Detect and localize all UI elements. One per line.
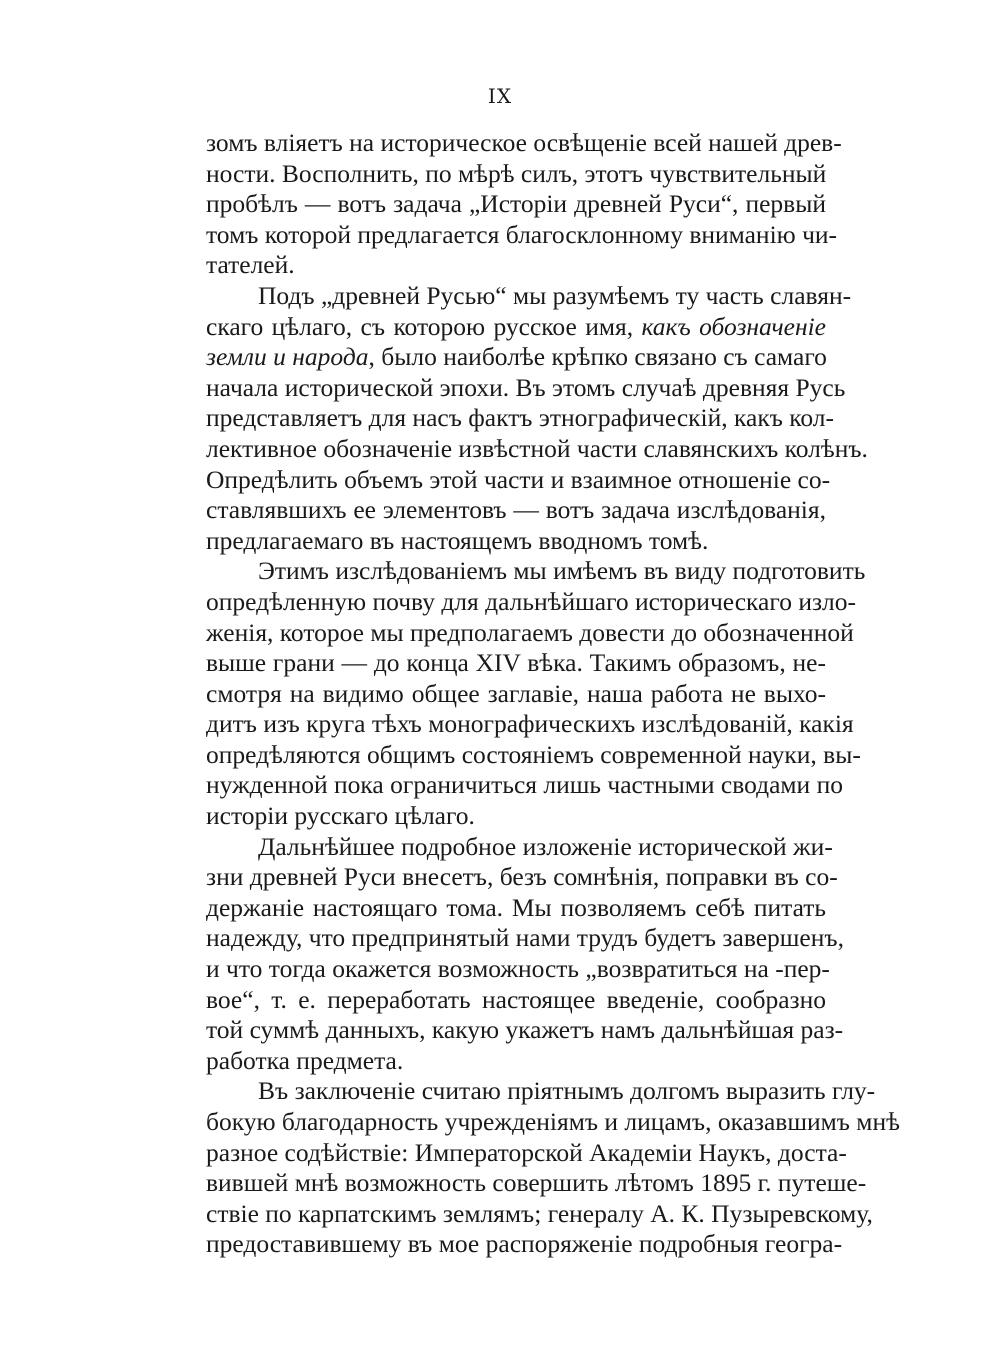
text-line: и что тогда окажется возможность „возвратиться на -пер- bbox=[206, 954, 830, 984]
text-line: надежду, что предпринятый нами трудъ будетъ завершенъ, bbox=[206, 923, 844, 953]
text-line-with-italic bbox=[206, 312, 826, 343]
italic-phrase: земли и народа bbox=[206, 342, 369, 372]
text-line: работка предмета. bbox=[206, 1045, 404, 1075]
text-line: опредѣленную почву для дальнѣйшаго историческаго изло- bbox=[206, 586, 857, 616]
text-segment: , было наиболѣе крѣпко связано съ самаго bbox=[368, 342, 827, 372]
text-line: предлагаемаго въ настоящемъ вводномъ томѣ. bbox=[206, 525, 709, 555]
text-line: женія, которое мы предполагаемъ довести до обозначенной bbox=[206, 617, 854, 647]
text-line: вое“, т. е. переработать настоящее введеніе, сообразно bbox=[206, 984, 826, 1014]
text-line: вившей мнѣ возможность совершить лѣтомъ 1895 г. путеше- bbox=[206, 1168, 867, 1198]
text-line: началa исторической эпохи. Въ этомъ случаѣ древняя Русь bbox=[206, 372, 846, 402]
text-line: тателей. bbox=[206, 250, 295, 280]
text-line: Подъ „древней Русью“ мы разумѣемъ ту часть славян- bbox=[258, 280, 852, 310]
text-line: ности. Восполнить, по мѣрѣ силъ, этотъ чувствительный bbox=[206, 158, 827, 188]
text-line: Въ заключеніе считаю пріятнымъ долгомъ выразить глу- bbox=[258, 1076, 876, 1106]
text-line: предоставившему въ мое распоряженіе подробныя геогра- bbox=[206, 1229, 843, 1259]
paragraph-5 bbox=[206, 1076, 900, 1260]
paragraph-1 bbox=[206, 128, 842, 281]
text-line: зомъ вліяетъ на историческое освѣщеніе всей нашей древ- bbox=[206, 128, 842, 157]
text-line: смотря на видимо общее заглавіе, наша работа не выхо- bbox=[206, 678, 826, 708]
text-line: держаніе настоящаго тома. Мы позволяемъ себѣ питать bbox=[206, 892, 826, 922]
body-text bbox=[206, 128, 900, 1260]
text-line: ствіе по карпатскимъ землямъ; генералу А. К. Пузыревскому, bbox=[206, 1198, 873, 1228]
text-line: зни древней Руси внесетъ, безъ сомнѣнія, поправки въ со- bbox=[206, 862, 838, 892]
paragraph-3 bbox=[206, 556, 866, 831]
text-line: томъ которой предлагается благосклонному вниманію чи- bbox=[206, 219, 838, 249]
text-line: Этимъ изслѣдованіемъ мы имѣемъ въ виду подготовить bbox=[258, 556, 866, 586]
text-line: той суммѣ данныхъ, какую укажетъ намъ дальнѣйшая раз- bbox=[206, 1015, 844, 1045]
text-line: Опредѣлить объемъ этой части и взаимное отношеніе со- bbox=[206, 464, 831, 494]
text-line: Дальнѣйшее подробное изложеніе исторической жи- bbox=[258, 831, 833, 861]
page-number: IX bbox=[487, 84, 513, 108]
text-line: выше грани — до конца XIV вѣка. Такимъ образомъ, не- bbox=[206, 648, 826, 678]
text-line: лективное обозначеніе извѣстной части славянскихъ колѣнъ. bbox=[206, 433, 868, 463]
text-line-with-italic bbox=[206, 342, 826, 373]
text-line: дитъ изъ круга тѣхъ монографическихъ изслѣдованій, какія bbox=[206, 709, 854, 739]
italic-phrase: какъ обозначеніе bbox=[641, 311, 826, 341]
text-line: нужденной пока ограничиться лишь частными сводами по bbox=[206, 770, 843, 800]
text-line: разное содѣйствіе: Императорской Академіи Наукъ, доста- bbox=[206, 1137, 847, 1167]
paragraph-4 bbox=[206, 831, 844, 1077]
text-line: исторіи русскаго цѣлаго. bbox=[206, 801, 475, 831]
text-segment: скаго цѣлаго, съ которою русское имя, bbox=[206, 311, 642, 341]
text-line: опредѣляются общимъ состояніемъ современной науки, вы- bbox=[206, 739, 861, 769]
paragraph-2 bbox=[206, 280, 868, 556]
text-line: бокую благодарность учрежденіямъ и лицамъ, оказавшимъ мнѣ bbox=[206, 1107, 900, 1136]
text-line: пробѣлъ — вотъ задача „Исторіи древней Руси“, первый bbox=[206, 189, 826, 219]
text-line: ставлявшихъ ее элементовъ — вотъ задача изслѣдованія, bbox=[206, 495, 826, 525]
text-line: представляетъ для насъ фактъ этнографическій, какъ кол- bbox=[206, 403, 835, 433]
